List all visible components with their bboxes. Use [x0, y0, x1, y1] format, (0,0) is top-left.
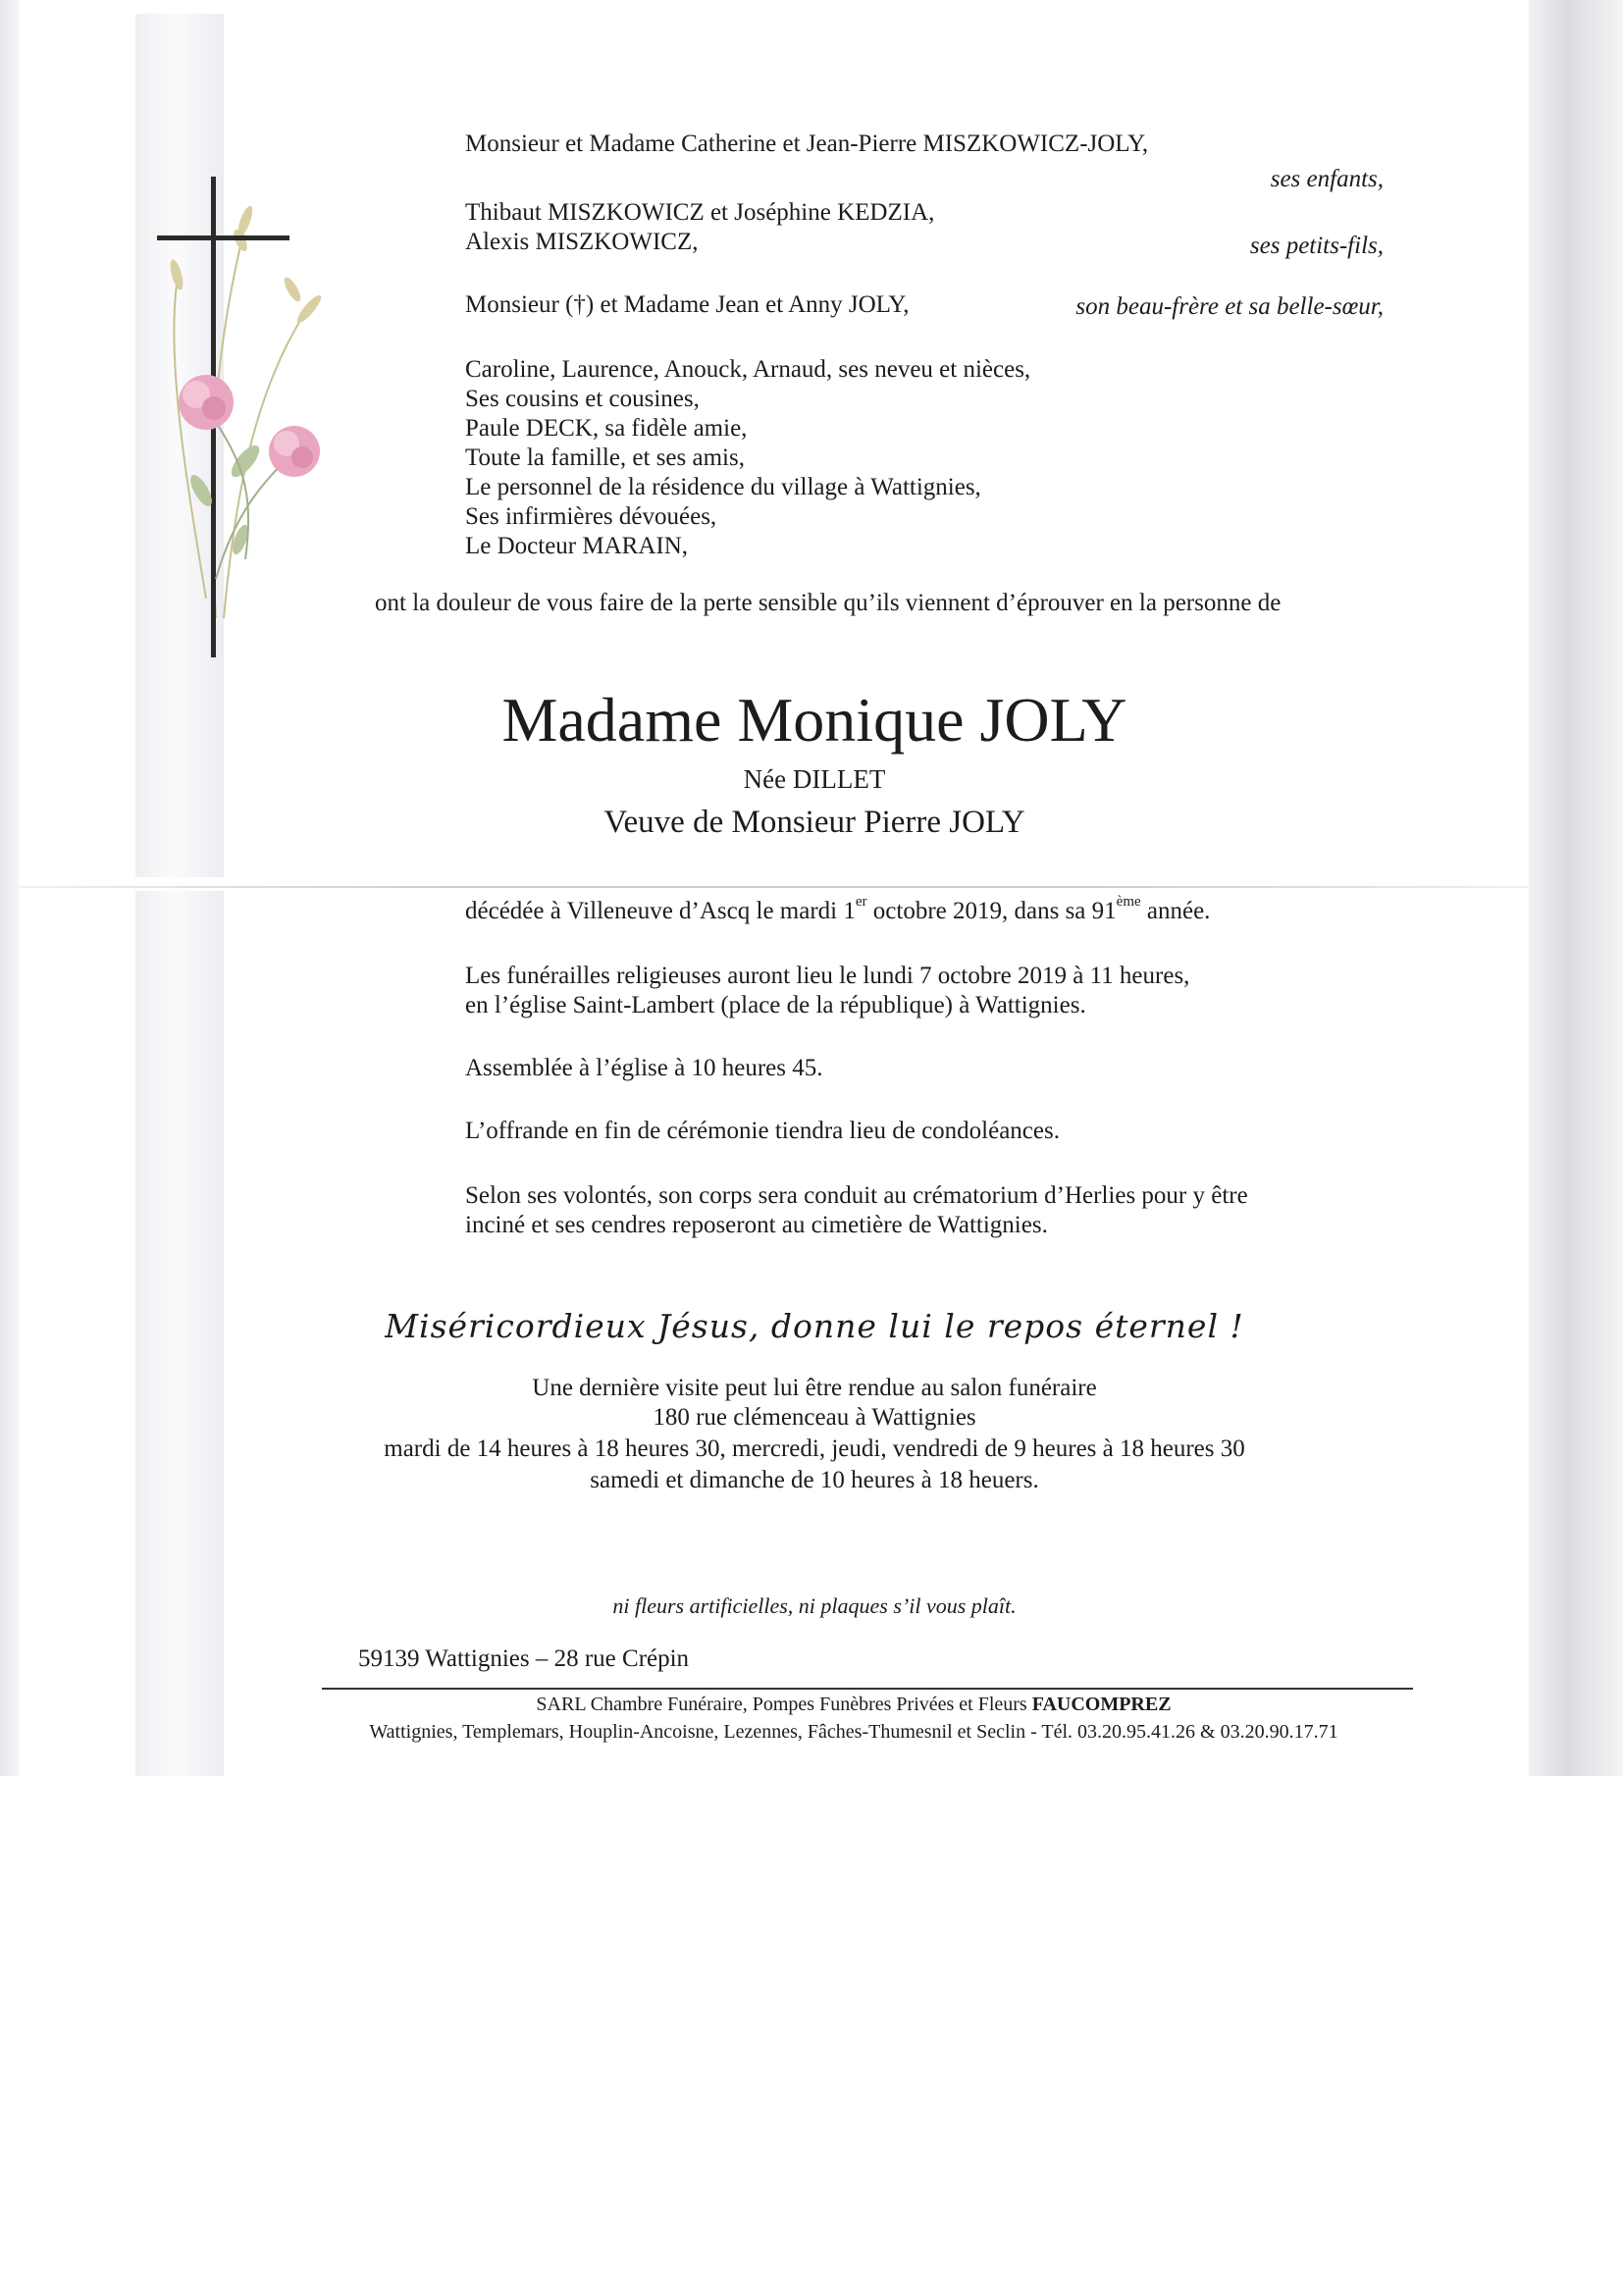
- funeral-line-1: Les funérailles religieuses auront lieu le lundi 7 octobre 2019 à 11 heures,: [465, 963, 1190, 989]
- family-other-4: Toute la famille, et ses amis,: [465, 444, 745, 471]
- role-grandchildren: ses petits-fils,: [1249, 233, 1384, 259]
- flowers-request: ni fleurs artificielles, ni plaques s’il vous plaît.: [612, 1593, 1017, 1618]
- widow-of: Veuve de Monsieur Pierre JOLY: [603, 805, 1025, 840]
- family-other-5: Le personnel de la résidence du village à Wattignies,: [465, 474, 981, 500]
- family-other-7: Le Docteur MARAIN,: [465, 533, 689, 559]
- decorative-strip-bottom: [135, 891, 224, 1776]
- family-line-children: Monsieur et Madame Catherine et Jean-Pierre MISZKOWICZ-JOLY,: [465, 130, 1149, 157]
- family-other-2: Ses cousins et cousines,: [465, 386, 700, 412]
- fold-line: [20, 886, 1529, 888]
- footer-line-2: Wattignies, Templemars, Houplin-Ancoisne, Lezennes, Fâches-Thumesnil et Seclin - Tél. 03.20.95.41.26 & 03.20.90.17.71: [369, 1721, 1338, 1743]
- footer-line-1: SARL Chambre Funéraire, Pompes Funèbres Privées et Fleurs FAUCOMPREZ: [536, 1694, 1172, 1715]
- cross-with-roses-icon: [147, 167, 334, 677]
- family-other-6: Ses infirmières dévouées,: [465, 503, 717, 530]
- visit-line-1: Une dernière visite peut lui être rendue au salon funéraire: [532, 1375, 1097, 1401]
- visit-line-3: mardi de 14 heures à 18 heures 30, mercredi, jeudi, vendredi de 9 heures à 18 heures 30: [384, 1435, 1245, 1462]
- page-edge-left: [0, 0, 20, 1776]
- prayer: Miséricordieux Jésus, donne lui le repos éternel !: [385, 1307, 1244, 1345]
- family-other-1: Caroline, Laurence, Anouck, Arnaud, ses neveu et nièces,: [465, 356, 1031, 383]
- cremation-line-2: inciné et ses cendres reposeront au cimetière de Wattignies.: [465, 1212, 1048, 1238]
- death-details: décédée à Villeneuve d’Ascq le mardi 1er octobre 2019, dans sa 91ème année.: [465, 893, 1211, 924]
- family-line-grandchild-2: Alexis MISZKOWICZ,: [465, 229, 699, 255]
- family-line-in-laws: Monsieur (†) et Madame Jean et Anny JOLY,: [465, 291, 910, 318]
- visit-line-2: 180 rue clémenceau à Wattignies: [653, 1404, 976, 1431]
- wheat-icon: [168, 204, 324, 326]
- birth-name: Née DILLET: [743, 764, 886, 794]
- cremation-line-1: Selon ses volontés, son corps sera conduit au crématorium d’Herlies pour y être: [465, 1182, 1248, 1209]
- family-other-3: Paule DECK, sa fidèle amie,: [465, 415, 748, 442]
- footer-divider: [322, 1688, 1413, 1690]
- role-in-laws: son beau-frère et sa belle-sœur,: [1075, 293, 1384, 320]
- visit-line-4: samedi et dimanche de 10 heures à 18 heuers.: [590, 1467, 1039, 1493]
- announcement: ont la douleur de vous faire de la perte sensible qu’ils viennent d’éprouver en la personne de: [375, 590, 1282, 616]
- assembly: Assemblée à l’église à 10 heures 45.: [465, 1055, 823, 1081]
- offering: L’offrande en fin de cérémonie tiendra lieu de condoléances.: [465, 1118, 1060, 1144]
- deceased-name: Madame Monique JOLY: [501, 685, 1127, 755]
- page-edge-right: [1529, 0, 1623, 1776]
- family-line-grandchild-1: Thibaut MISZKOWICZ et Joséphine KEDZIA,: [465, 199, 935, 226]
- role-children: ses enfants,: [1270, 166, 1384, 192]
- address: 59139 Wattignies – 28 rue Crépin: [358, 1645, 690, 1672]
- funeral-line-2: en l’église Saint-Lambert (place de la république) à Wattignies.: [465, 992, 1086, 1018]
